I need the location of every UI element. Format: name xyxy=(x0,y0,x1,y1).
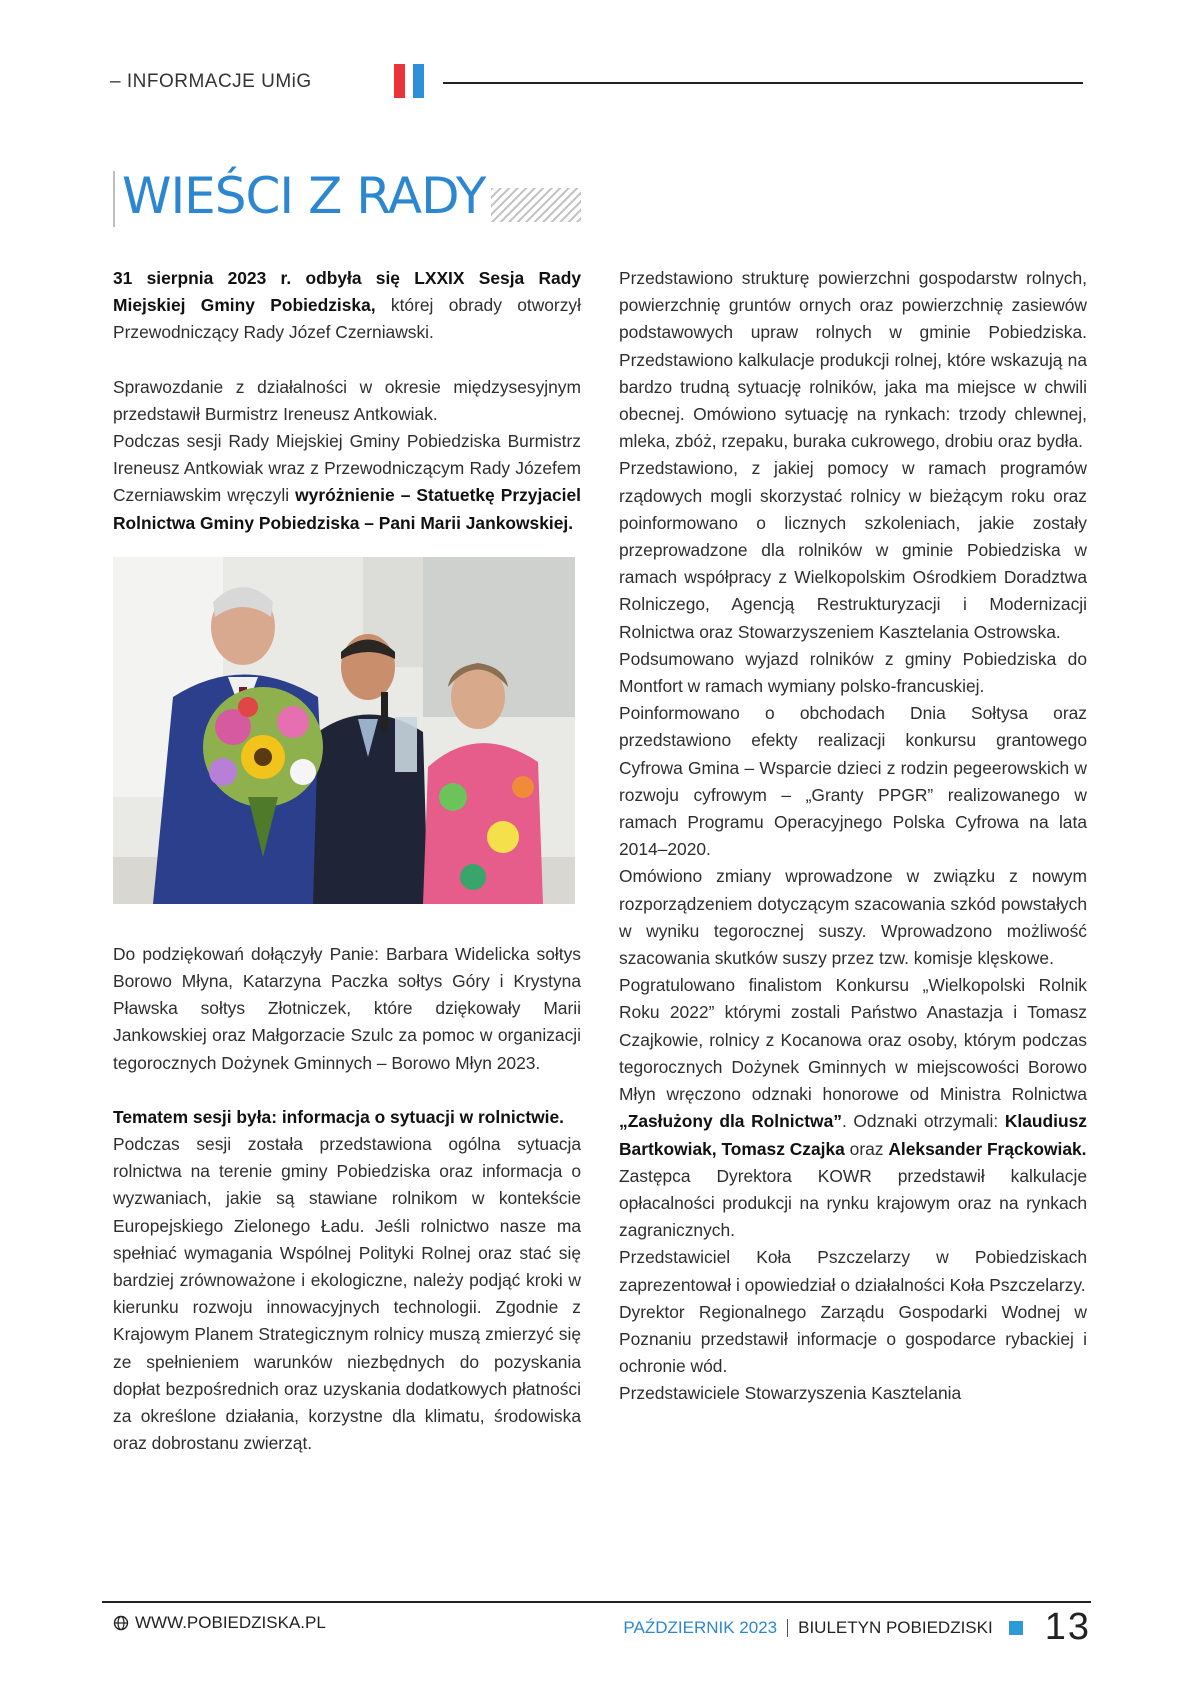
right-paragraph-3: Podsumowano wyjazd rolników z gminy Pobiedziska do Montfort w ramach wymiany polsko-francuskiej. xyxy=(619,648,1087,697)
page-number: 13 xyxy=(1044,1606,1091,1648)
thanks-paragraph: Do podziękowań dołączyły Panie: Barbara Widelicka sołtys Borowo Młyna, Katarzyna Paczka sołtys Góry i Krystyna Pławska sołtys Złotniczek, które dziękowały Marii Jankowskiej oraz Małgorzacie Szulc za pomoc w organizacji tegorocznych Dożynek Gminnych – Borowo Młyn 2023. xyxy=(113,943,581,1073)
award-text: Podczas sesji Rady Miejskiej Gminy Pobiedziska Burmistrz Ireneusz Antkowiak wraz z Przewodniczącym Rady Józefem Czerniawskim wręczyli xyxy=(113,431,581,506)
intro-rest: której obrady otworzył Przewodniczący Rady Józef Czerniawski. xyxy=(113,295,581,343)
right-paragraph-2: Przedstawiono, z jakiej pomocy w ramach programów rządowych mogli skorzystać rolnicy w bieżącym roku oraz poinformowano o licznych szkoleniach, jakie zostały przeprowadzone dla rolników w gminie Pobiedziska w ramach współpracy z Wielkopolskim Ośrodkiem Doradztwa Rolniczego, Agencją Restrukturyzacji i Modernizacji Rolnictwa oraz Stowarzyszeniem Kasztelania Ostrowska. xyxy=(619,458,1087,642)
award-ceremony-photo xyxy=(113,557,575,904)
title-accent-bar xyxy=(113,171,115,227)
left-column xyxy=(113,265,581,1457)
globe-icon xyxy=(113,1615,129,1631)
right-paragraph-7: Zastępca Dyrektora KOWR przedstawił kalkulacje opłacalności produkcji na rynku krajowym oraz na rynkach zagranicznych. xyxy=(619,1165,1087,1241)
footer-square-icon xyxy=(1009,1621,1023,1635)
right-paragraph-9: Dyrektor Regionalnego Zarządu Gospodarki Wodnej w Poznaniu przedstawił informacje o gospodarce rybackiej i ochronie wód. xyxy=(619,1301,1087,1377)
award-bold: wyróżnienie – Statuetkę Przyjaciel Rolnictwa Gminy Pobiedziska – Pani Marii Jankowskiej. xyxy=(113,485,581,533)
footer-divider xyxy=(102,1601,1091,1603)
footer-website[interactable] xyxy=(113,1613,326,1633)
right-column xyxy=(619,265,1087,1408)
report-paragraph: Sprawozdanie z działalności w okresie międzysesyjnym przedstawił Burmistrz Ireneusz Antkowiak. xyxy=(113,376,581,424)
title-hatch-decoration xyxy=(491,188,581,222)
website-link[interactable]: WWW.POBIEDZISKA.PL xyxy=(135,1613,326,1632)
intro-paragraph xyxy=(113,265,581,347)
topic-body: Podczas sesji została przedstawiona ogólna sytuacja rolnictwa na terenie gminy Pobiedziska oraz informacja o wyzwaniach, jakie są stawiane rolnikom w kontekście Europejskiego Zielonego Ładu. Jeśli rolnictwo nasze ma spełniać wymagania Wspólnej Polityki Rolnej oraz stać się bardziej zrównoważone i ekologiczne, należy podjąć kroki w kierunku rozwoju innowacyjnych technologii. Zgodnie z Krajowym Planem Strategicznym rolnicy muszą zmierzyć się ze spełnieniem warunków niezbędnych do pozyskania dopłat bezpośrednich oraz uzyskania dodatkowych płatności za określone działania, korzystne dla klimatu, środowiska oraz dobrostanu zwierząt. xyxy=(113,1134,581,1454)
footer-publication: BIULETYN POBIEDZISKI xyxy=(798,1617,993,1637)
footer-info xyxy=(623,1606,1091,1649)
topic-heading: Tematem sesji była: informacja o sytuacji w rolnictwie. xyxy=(113,1106,565,1127)
award-paragraph xyxy=(113,428,581,537)
flag-blue-stripe xyxy=(413,64,424,98)
right-paragraph-4: Poinformowano o obchodach Dnia Sołtysa oraz przedstawiono efekty realizacji konkursu grantowego Cyfrowa Gmina – Wsparcie dzieci z rodzin pegeerowskich w rozwoju cyfrowym – „Granty PPGR” realizowanego w ramach Programu Operacyjnego Polska Cyfrowa na lata 2014–2020. xyxy=(619,703,1087,860)
page-title: WIEŚCI Z RADY xyxy=(122,167,486,225)
header-section-label: – INFORMACJE UMiG xyxy=(110,71,312,92)
footer-month: PAŹDZIERNIK 2023 xyxy=(623,1617,778,1637)
right-paragraph-5: Omówiono zmiany wprowadzone w związku z nowym rozporządzeniem dotyczącym szacowania szkód powstałych w wyniku tegorocznej suszy. Wprowadzono możliwość szacowania skutków suszy przez tzw. komisje klęskowe. xyxy=(619,866,1087,969)
right-paragraph-10: Przedstawiciele Stowarzyszenia Kasztelania xyxy=(619,1383,962,1404)
right-paragraph-1: Przedstawiono strukturę powierzchni gospodarstw rolnych, powierzchnię gruntów ornych oraz powierzchnię zasiewów podstawowych upraw rolnych w gminie Pobiedziska. Przedstawiono kalkulacje produkcji rolnej, które wskazują na bardzo trudną sytuację rolników, jaka ma miejsce w chwili obecnej. Omówiono sytuację na rynkach: trzody chlewnej, mleka, zbóż, rzepaku, buraka cukrowego, drobiu oraz bydła. xyxy=(619,268,1087,452)
intro-bold: 31 sierpnia 2023 r. odbyła się LXXIX Sesja Rady Miejskiej Gminy Pobiedziska, xyxy=(113,268,581,316)
footer-separator xyxy=(787,1619,788,1637)
right-paragraph-8: Przedstawiciel Koła Pszczelarzy w Pobiedziskach zaprezentował i opowiedział o działalności Koła Pszczelarzy. xyxy=(619,1247,1087,1295)
flag-red-stripe xyxy=(394,64,405,98)
header-divider xyxy=(443,82,1083,84)
right-paragraph-6: Pogratulowano finalistom Konkursu „Wielkopolski Rolnik Roku 2022” którymi zostali Państwo Anastazja i Tomasz Czajkowie, rolnicy z Kocanowa oraz osoby, którym podczas tegorocznych Dożynek Gminnych w miejscowości Borowo Młyn wręczono odznaki honorowe od Ministra Rolnictwa „Zasłużony dla Rolnictwa”. Odznaki otrzymali: Klaudiusz Bartkowiak, Tomasz Czajka oraz Aleksander Frąckowiak. xyxy=(619,975,1087,1159)
